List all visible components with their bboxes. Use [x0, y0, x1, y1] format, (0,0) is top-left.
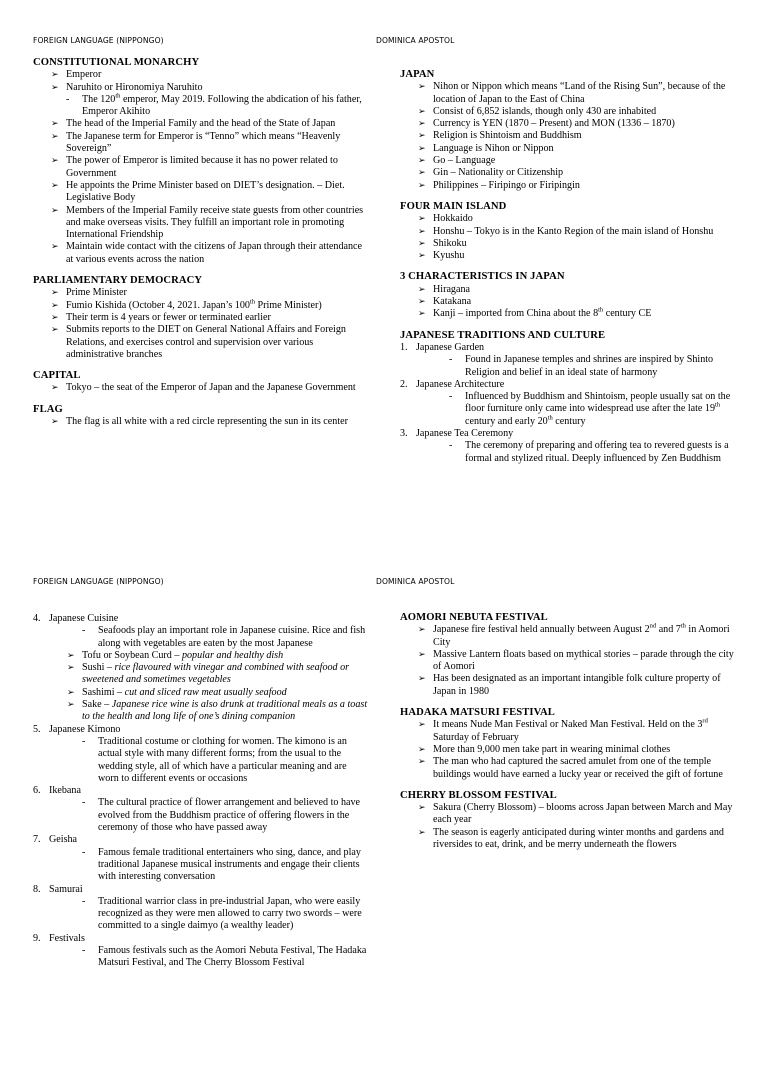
superscript: th	[598, 306, 604, 314]
list-item: ➢ Their term is 4 years or fewer or terminated earlier	[66, 312, 368, 324]
text-run: The 120	[82, 93, 116, 105]
numbered-item	[33, 723, 368, 785]
text-run-italic: popular and healthy dish	[181, 649, 284, 661]
sub-list	[49, 625, 368, 650]
text-run: Tofu or Soybean Curd –	[82, 649, 182, 661]
sub-list	[49, 896, 368, 933]
text-run: and 7	[656, 624, 681, 636]
item-number: 8.	[33, 883, 41, 895]
list-item: ➢ The season is eagerly anticipated during winter months and gardens and riversides to eat, drink, and be merry underneath the flowers	[433, 827, 740, 852]
section-heading: JAPAN	[400, 69, 435, 80]
text-run: Sake –	[82, 699, 112, 711]
item-number: 9.	[33, 932, 41, 944]
list-item-text: Naruhito or Hironomiya Naruhito	[66, 81, 203, 93]
text-run: century CE	[603, 308, 652, 320]
text-run-italic: cut and sliced raw meat usually seafood	[124, 686, 287, 698]
superscript: rd	[702, 718, 708, 726]
list-item: ➢ Prime Minister	[66, 287, 368, 299]
sub-list	[416, 354, 740, 379]
list-item: ➢ Language is Nihon or Nippon	[433, 143, 740, 155]
sub-list-item	[465, 391, 740, 428]
list-item: ➢ Maintain wide contact with the citizens of Japan through their attendance at various events across the nation	[66, 241, 368, 266]
section-heading: FLAG	[33, 403, 63, 415]
section-heading: CAPITAL	[33, 370, 81, 382]
sub-list-item: - Seafoods play an important role in Japanese cuisine. Rice and fish along with vegetables are eaten by the most Japanese	[98, 625, 368, 650]
item-title: Ikebana	[49, 785, 81, 797]
sub-list-item: - Famous festivals such as the Aomori Nebuta Festival, The Hadaka Matsuri Festival, and The Cherry Blossom Festival	[98, 945, 368, 970]
text-run-italic: rice flavoured with vinegar and combined with seafood or sweetened and sometimes vegetables	[82, 662, 350, 686]
numbered-item	[33, 932, 368, 970]
list-item: ➢ Tokyo – the seat of the Emperor of Japan and the Japanese Government	[66, 382, 368, 394]
text-run: Japanese fire festival held annually between August 2	[433, 624, 650, 636]
left-column	[33, 57, 368, 437]
section-constitutional-monarchy	[33, 57, 368, 266]
text-run: century and early 20	[465, 415, 548, 427]
bullet-list	[33, 287, 368, 361]
list-item: ➢ Shikoku	[433, 238, 740, 250]
superscript: th	[680, 622, 686, 630]
bullet-list	[400, 802, 740, 851]
item-number: 6.	[33, 785, 41, 797]
bullet-list	[400, 213, 740, 262]
section-hadaka-matsuri	[400, 707, 740, 781]
text-run: Influenced by Buddhism and Shintoism, people usually sat on the floor furniture only came into widespread use after the late 19	[465, 391, 731, 415]
sub-list-item: - The ceremony of preparing and offering tea to revered guests is a formal and stylized ritual. Deeply influenced by Zen Buddhism	[465, 440, 740, 465]
list-item: ➢ Katakana	[433, 296, 740, 308]
section-heading: CONSTITUTIONAL MONARCHY	[33, 57, 200, 68]
superscript: th	[547, 414, 553, 422]
right-column	[400, 69, 740, 474]
section-japan	[400, 69, 740, 192]
section-heading: AOMORI NEBUTA FESTIVAL	[400, 612, 548, 623]
item-title: Japanese Kimono	[49, 723, 121, 735]
list-item: ➢ Has been designated as an important intangible folk culture property of Japan in 1980	[433, 673, 740, 698]
list-item	[82, 662, 368, 687]
sub-list-item	[82, 94, 368, 119]
header-subject: FOREIGN LANGUAGE (NIPPONGO)	[33, 577, 164, 586]
item-title: Geisha	[49, 834, 78, 846]
text-run: Sushi –	[82, 662, 115, 674]
document-page-1	[0, 0, 768, 510]
list-item: ➢ Honshu – Tokyo is in the Kanto Region of the main island of Honshu	[433, 226, 740, 238]
section-characteristics	[400, 271, 740, 320]
list-item	[433, 624, 740, 649]
list-item: ➢ Gin – Nationality or Citizenship	[433, 167, 740, 179]
item-title: Festivals	[49, 932, 85, 944]
section-four-main-island	[400, 201, 740, 262]
sub-list	[49, 797, 368, 834]
bullet-list	[33, 69, 368, 266]
section-heading: CHERRY BLOSSOM FESTIVAL	[400, 789, 557, 801]
list-item	[66, 82, 368, 119]
bullet-list	[33, 382, 368, 394]
sub-list	[49, 736, 368, 785]
sub-list	[49, 945, 368, 970]
bullet-list	[400, 719, 740, 780]
item-number: 4.	[33, 613, 41, 624]
list-item: ➢ Emperor	[66, 69, 368, 81]
list-item: ➢ Philippines – Firipingo or Firipingin	[433, 180, 740, 192]
list-item	[82, 687, 368, 699]
text-run: Fumio Kishida (October 4, 2021. Japan’s 100	[66, 299, 250, 311]
text-run: It means Nude Man Festival or Naked Man Festival. Held on the 3	[433, 719, 703, 731]
section-aomori-nebuta	[400, 612, 740, 698]
section-traditions-culture	[400, 330, 740, 465]
list-item: ➢ Consist of 6,852 islands, though only 430 are inhabited	[433, 106, 740, 118]
text-run: Sashimi –	[82, 686, 125, 698]
list-item	[433, 308, 740, 320]
list-item: ➢ Sakura (Cherry Blossom) – blooms across Japan between March and May each year	[433, 802, 740, 827]
list-item: ➢ Hokkaido	[433, 213, 740, 225]
section-heading: JAPANESE TRADITIONS AND CULTURE	[400, 329, 606, 341]
list-item: ➢ Currency is YEN (1870 – Present) and MON (1336 – 1870)	[433, 118, 740, 130]
item-title: Samurai	[49, 883, 83, 895]
section-heading: PARLIAMENTARY DEMOCRACY	[33, 275, 203, 287]
sub-list-item: - Traditional costume or clothing for women. The kimono is an actual style with many different forms; from the usual to the wedding style, all of which have a particular meaning and are worn to different events or occasions	[98, 736, 368, 785]
list-item: ➢ The power of Emperor is limited because it has no power related to Government	[66, 155, 368, 180]
sub-list	[416, 391, 740, 428]
list-item: ➢ Massive Lantern floats based on mythical stories – parade through the city of Aomori	[433, 649, 740, 674]
numbered-list	[400, 342, 740, 465]
item-title: Japanese Cuisine	[49, 613, 119, 624]
list-item: ➢ Hiragana	[433, 284, 740, 296]
superscript: nd	[649, 622, 657, 630]
sub-list-item: - Found in Japanese temples and shrines are inspired by Shinto Religion and belief in an ideal state of harmony	[465, 354, 740, 379]
text-run: emperor, May 2019. Following the abdication of his father, Emperor Akihito	[82, 93, 362, 118]
numbered-item	[400, 378, 740, 428]
sub-list-item: - The cultural practice of flower arrangement and believed to have evolved from the Buddhism practice of offering flowers in the ceremony of those who have passed away	[98, 797, 368, 834]
bullet-list	[49, 650, 368, 724]
bullet-list	[400, 284, 740, 321]
numbered-item	[33, 785, 368, 834]
superscript: th	[715, 402, 721, 410]
list-item	[82, 699, 368, 724]
section-cherry-blossom	[400, 790, 740, 851]
section-heading: 3 CHARACTERISTICS IN JAPAN	[400, 271, 565, 283]
numbered-item	[33, 883, 368, 933]
numbered-list	[33, 613, 368, 970]
header-subject: FOREIGN LANGUAGE (NIPPONGO)	[33, 36, 164, 45]
numbered-item	[400, 428, 740, 465]
list-item: ➢ Kyushu	[433, 250, 740, 262]
list-item: ➢ Submits reports to the DIET on General National Affairs and Foreign Relations, and exercises control and supervision over various administrative branches	[66, 324, 368, 361]
item-title: Japanese Architecture	[416, 378, 505, 390]
right-column	[400, 612, 740, 860]
text-run: in Aomori City	[433, 624, 730, 648]
superscript: th	[249, 298, 255, 306]
section-flag	[33, 404, 368, 429]
sub-list-item: - Traditional warrior class in pre-industrial Japan, who were easily recognized as they were men allowed to carry two swords – were committed to a single daimyo (a wealthy leader)	[98, 896, 368, 933]
numbered-item	[400, 341, 740, 379]
list-item	[82, 650, 368, 662]
superscript: th	[115, 92, 121, 100]
bullet-list	[400, 624, 740, 698]
item-number: 2.	[400, 378, 408, 390]
text-run: Prime Minister)	[254, 299, 322, 311]
list-item: ➢ Go – Language	[433, 155, 740, 167]
list-item: ➢ The head of the Imperial Family and the head of the State of Japan	[66, 118, 368, 130]
section-capital	[33, 370, 368, 395]
numbered-item	[33, 613, 368, 724]
list-item: ➢ More than 9,000 men take part in wearing minimal clothes	[433, 744, 740, 756]
section-heading: HADAKA MATSURI FESTIVAL	[400, 707, 555, 719]
text-run: century	[552, 415, 586, 427]
section-heading: FOUR MAIN ISLAND	[400, 200, 507, 212]
list-item: ➢ The man who had captured the sacred amulet from one of the temple buildings would have earned a lucky year or received the gift of fortune	[433, 756, 740, 781]
numbered-item	[33, 834, 368, 883]
bullet-list	[33, 416, 368, 428]
text-run: Saturday of February	[433, 731, 519, 743]
list-item: ➢ Religion is Shintoism and Buddhism	[433, 130, 740, 142]
section-parliamentary-democracy	[33, 275, 368, 361]
header-author: DOMINICA APOSTOL	[376, 36, 455, 45]
sub-list	[66, 94, 368, 119]
list-item: ➢ He appoints the Prime Minister based on DIET’s designation. – Diet. Legislative Body	[66, 180, 368, 205]
bullet-list	[400, 81, 740, 192]
list-item: ➢ The Japanese term for Emperor is “Tenno” which means “Heavenly Sovereign”	[66, 131, 368, 156]
document-page-2	[0, 575, 768, 1085]
list-item	[66, 300, 368, 312]
sub-list	[416, 440, 740, 465]
sub-list	[49, 847, 368, 884]
text-run: Kanji – imported from China about the 8	[433, 308, 599, 320]
list-item	[433, 719, 740, 744]
item-number: 5.	[33, 723, 41, 735]
item-title: Japanese Garden	[416, 341, 485, 353]
header-author: DOMINICA APOSTOL	[376, 577, 455, 586]
item-title: Japanese Tea Ceremony	[416, 428, 514, 440]
list-item: ➢ The flag is all white with a red circle representing the sun in its center	[66, 416, 368, 428]
item-number: 7.	[33, 834, 41, 846]
item-number: 3.	[400, 428, 408, 440]
item-number: 1.	[400, 341, 408, 353]
left-column	[33, 613, 368, 970]
sub-list-item: - Famous female traditional entertainers who sing, dance, and play traditional Japanese musical instruments and engage their clients with interesting conversation	[98, 847, 368, 884]
text-run-italic: Japanese rice wine is also drunk at traditional meals as a toast to the health and long life of one’s dining companion	[82, 699, 368, 723]
list-item: ➢ Nihon or Nippon which means “Land of the Rising Sun”, because of the location of Japan to the East of China	[433, 81, 740, 106]
list-item: ➢ Members of the Imperial Family receive state guests from other countries and make overseas visits. They fulfill an important role in promoting International Friendship	[66, 205, 368, 242]
